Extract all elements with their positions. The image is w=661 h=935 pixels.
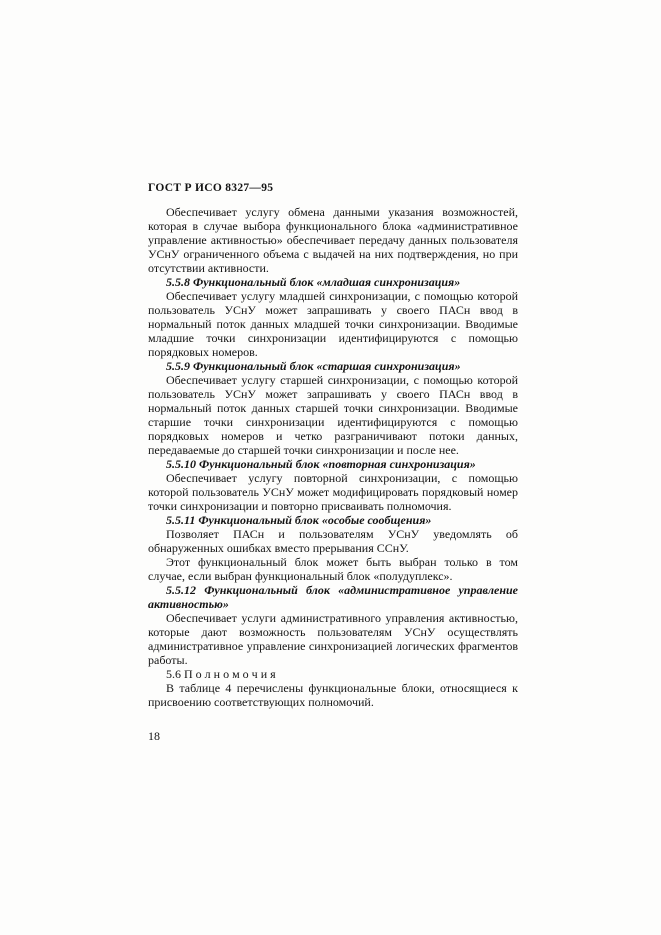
paragraph: Позволяет ПАСн и пользователям УСнУ уведомлять об обнаруженных ошибках вместо прерывания ССнУ.	[148, 527, 518, 555]
paragraph: Обеспечивает услугу обмена данными указания возможностей, которая в случае выбора функционального блока «административное управление активностью» обеспечивает передачу данных пользователя УСнУ ограниченного объема с выдачей на них подтверждения, но при отсутствии активности.	[148, 205, 518, 275]
page-number: 18	[148, 729, 160, 743]
paragraph: Обеспечивает услугу младшей синхронизации, с помощью которой пользователь УСнУ может запрашивать у своего ПАСн ввод в нормальный поток данных младшей точки синхронизации. Вводимые младшие точки синхронизации идентифицируются с помощью порядковых номеров.	[148, 289, 518, 359]
paragraph: В таблице 4 перечислены функциональные блоки, относящиеся к присвоению соответствующих полномочий.	[148, 681, 518, 709]
paragraph: Обеспечивает услугу повторной синхронизации, с помощью которой пользователь УСнУ может модифицировать порядковый номер точки синхронизации и повторно присваивать полномочия.	[148, 471, 518, 513]
paragraph: Этот функциональный блок может быть выбран только в том случае, если выбран функциональный блок «полудуплекс».	[148, 555, 518, 583]
paragraph: Обеспечивает услуги административного управления активностью, которые дают возможность пользователям УСнУ осуществлять административное управление синхронизацией логических фрагментов работы.	[148, 611, 518, 667]
document-body	[148, 205, 518, 709]
section-heading-5-5-11: 5.5.11 Функциональный блок «особые сообщения»	[166, 513, 432, 527]
paragraph: Обеспечивает услугу старшей синхронизации, с помощью которой пользователь УСнУ может запрашивать у своего ПАСн ввод в нормальный поток данных старшей точки синхронизации. Вводимые старшие точки синхронизации идентифицируются с помощью порядковых номеров и четко разграничивают потоки данных, передаваемые до старшей точки синхронизации и после нее.	[148, 373, 518, 457]
text-column	[148, 182, 518, 709]
clause-heading-5-6: 5.6 П о л н о м о ч и я	[166, 667, 276, 681]
section-heading-5-5-10: 5.5.10 Функциональный блок «повторная синхронизация»	[166, 457, 476, 471]
section-heading-5-5-8: 5.5.8 Функциональный блок «младшая синхронизация»	[166, 275, 461, 289]
section-heading-5-5-9: 5.5.9 Функциональный блок «старшая синхронизация»	[166, 359, 461, 373]
document-header: ГОСТ Р ИСО 8327—95	[148, 182, 274, 194]
section-heading-5-5-12: 5.5.12 Функциональный блок «административное управление активностью»	[148, 583, 518, 611]
